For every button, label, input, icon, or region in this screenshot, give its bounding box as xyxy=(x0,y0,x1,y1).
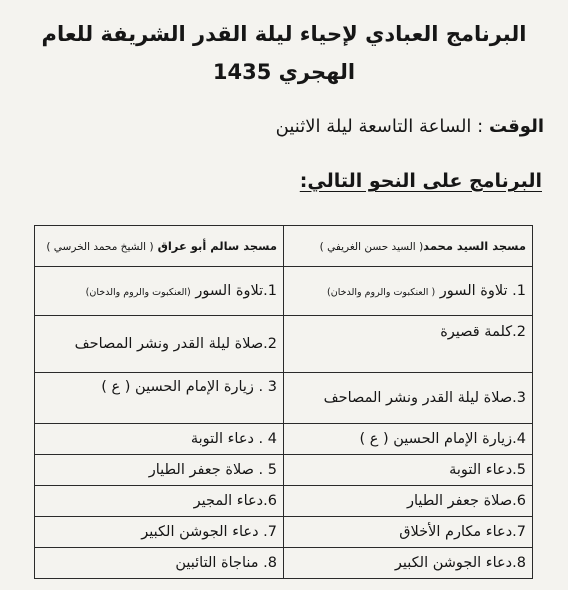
table-row xyxy=(35,373,533,424)
table-cell: 8.دعاء الجوشن الكبير xyxy=(284,548,533,579)
table-cell: 4 . دعاء التوبة xyxy=(35,424,284,455)
table-row xyxy=(35,486,533,517)
header-sub: ( الشيخ محمد الخرسي ) xyxy=(46,241,154,253)
table-cell: 5.دعاء التوبة xyxy=(284,455,533,486)
schedule-table xyxy=(34,225,533,579)
header-sub: ( السيد حسن الغريفي ) xyxy=(319,241,424,253)
time-value: : الساعة التاسعة ليلة الاثنين xyxy=(275,116,489,137)
table-cell: 7.دعاء مكارم الأخلاق xyxy=(284,517,533,548)
table-header-row xyxy=(35,226,533,267)
table-cell xyxy=(35,267,284,316)
table-row xyxy=(35,424,533,455)
table-cell: 3 . زيارة الإمام الحسين ( ع ) xyxy=(35,373,284,424)
table-row xyxy=(35,267,533,316)
table-cell: 6.دعاء المجير xyxy=(35,486,284,517)
table-cell: 4.زيارة الإمام الحسين ( ع ) xyxy=(284,424,533,455)
cell-text: 1.تلاوة السور xyxy=(195,283,277,299)
cell-note: (العنكبوت والروم والدخان) xyxy=(85,287,191,298)
table-cell: 3.صلاة ليلة القدر ونشر المصاحف xyxy=(284,373,533,424)
time-line xyxy=(276,116,544,137)
header-main: مسجد سالم أبو عراق xyxy=(157,239,277,253)
title-line-1: البرنامج العبادي لإحياء ليلة القدر الشريفة للعام xyxy=(41,22,527,46)
table-row xyxy=(35,455,533,486)
table-cell: 2.كلمة قصيرة xyxy=(284,316,533,373)
table-row xyxy=(35,316,533,373)
table-row xyxy=(35,548,533,579)
table-cell xyxy=(284,267,533,316)
cell-text: 1. تلاوة السور xyxy=(439,283,526,299)
header-mosque-sayed-mohammed xyxy=(284,226,533,267)
table-cell: 7. دعاء الجوشن الكبير xyxy=(35,517,284,548)
table-cell: 6.صلاة جعفر الطيار xyxy=(284,486,533,517)
time-label: الوقت xyxy=(488,116,544,137)
program-heading: البرنامج على النحو التالي: xyxy=(299,170,542,192)
header-mosque-salem-abu-iraq xyxy=(35,226,284,267)
table-row xyxy=(35,517,533,548)
header-main: مسجد السيد محمد xyxy=(423,239,526,253)
cell-note: ( العنكبوت والروم والدخان) xyxy=(327,287,436,298)
table-cell: 5 . صلاة جعفر الطيار xyxy=(35,455,284,486)
title-line-2: الهجري 1435 xyxy=(212,60,356,84)
table-cell: 2.صلاة ليلة القدر ونشر المصاحف xyxy=(35,316,284,373)
table-cell: 8. مناجاة التائبين xyxy=(35,548,284,579)
